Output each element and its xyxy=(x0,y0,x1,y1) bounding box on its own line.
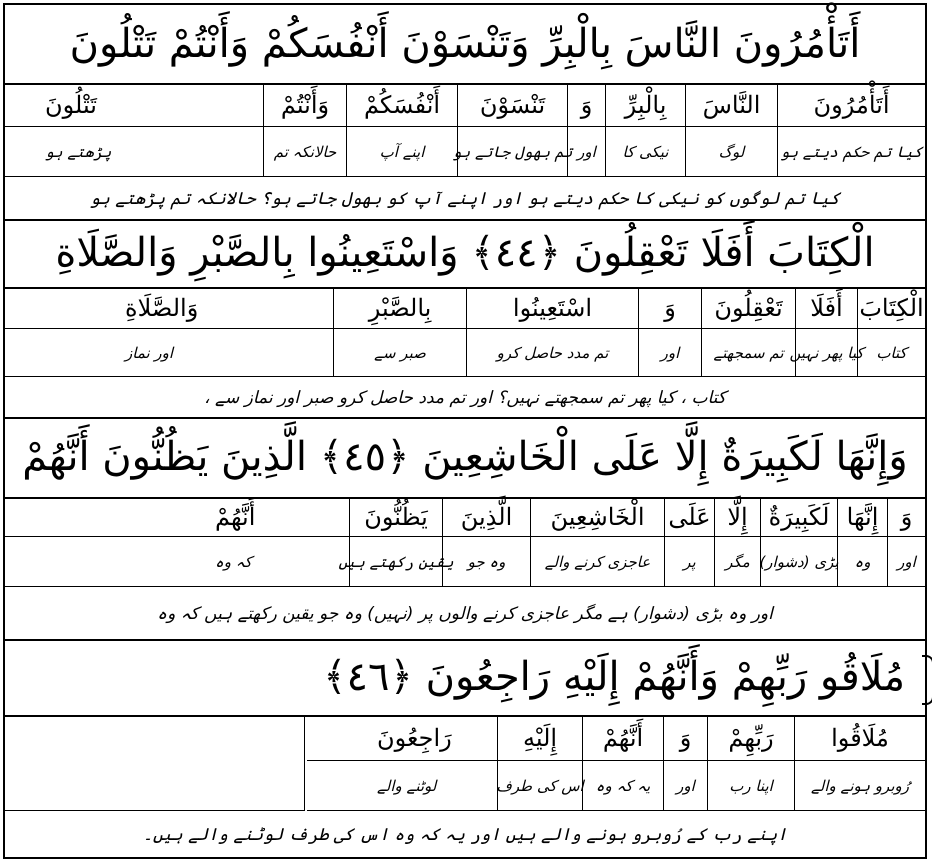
word-arabic: أَتَأْمُرُونَ xyxy=(777,83,925,127)
word-column xyxy=(333,287,466,377)
word-arabic: وَ xyxy=(638,287,701,329)
translation-line-2: کتاب ، کیا پھر تم سمجھتے نہیں؟ اور تم مدد حاصل کرو صبر اور نماز سے ، xyxy=(5,377,925,419)
word-urdu: عاجزی کرنے والے xyxy=(530,537,664,587)
word-column xyxy=(685,83,777,177)
word-arabic: مُلَاقُوا xyxy=(794,715,925,761)
word-arabic: اسْتَعِينُوا xyxy=(466,287,638,329)
word-column xyxy=(760,497,837,587)
word-column xyxy=(605,83,685,177)
word-arabic: إِلَيْهِ xyxy=(497,715,582,761)
word-urdu: کتاب xyxy=(857,329,925,377)
word-arabic: تَنْسَوْنَ xyxy=(457,83,567,127)
word-column xyxy=(837,497,887,587)
word-urdu: وہ جو xyxy=(442,537,530,587)
word-arabic: الْخَاشِعِينَ xyxy=(530,497,664,537)
word-column xyxy=(263,83,346,177)
word-urdu: بڑی (دشوار) xyxy=(760,537,837,587)
word-arabic: وَ xyxy=(663,715,707,761)
page-edge-tab xyxy=(922,655,932,705)
word-column xyxy=(5,287,333,377)
word-urdu: مگر xyxy=(714,537,760,587)
word-urdu: اور xyxy=(663,761,707,811)
word-grid-2 xyxy=(5,287,925,377)
word-urdu: اور xyxy=(887,537,925,587)
word-arabic: تَتْلُونَ xyxy=(5,83,263,127)
word-arabic: تَعْقِلُونَ xyxy=(701,287,795,329)
word-urdu: تم مدد حاصل کرو xyxy=(466,329,638,377)
word-arabic: وَ xyxy=(887,497,925,537)
translation-line-4: اپنے رب کے رُوبرو ہونے والے ہیں اور یہ کہ وہ اس کی طرف لوٹنے والے ہیں۔ xyxy=(142,824,788,845)
word-grid-1 xyxy=(5,83,925,177)
word-urdu: کہ وہ xyxy=(5,537,349,587)
quran-page xyxy=(3,3,927,859)
word-arabic: إِنَّهَا xyxy=(837,497,887,537)
word-urdu: کیا پھر نہیں xyxy=(795,329,857,377)
word-column xyxy=(530,497,664,587)
word-arabic: الْكِتَابَ xyxy=(857,287,925,329)
word-column xyxy=(789,287,864,377)
translation-line-3: اور وہ بڑی (دشوار) ہے مگر عاجزی کرنے والوں پر (نہیں) وہ جو یقین رکھتے ہیں کہ وہ xyxy=(5,587,925,641)
word-urdu: اس کی طرف xyxy=(497,761,582,811)
word-arabic: أَنْفُسَكُمْ xyxy=(346,83,457,127)
word-column xyxy=(5,83,263,177)
word-column xyxy=(442,497,530,587)
word-urdu: پڑھتے ہو xyxy=(5,127,263,177)
word-column xyxy=(452,83,573,177)
word-arabic: يَظُنُّونَ xyxy=(349,497,442,537)
word-arabic: إِلَّا xyxy=(714,497,760,537)
word-urdu: اور xyxy=(567,127,605,177)
word-column xyxy=(714,497,760,587)
word-arabic: عَلَى xyxy=(664,497,714,537)
word-arabic: الَّذِينَ xyxy=(442,497,530,537)
word-urdu: رُوبرو ہونے والے xyxy=(794,761,925,811)
word-urdu: اپنے آپ xyxy=(346,127,457,177)
word-arabic: رَبِّهِمْ xyxy=(707,715,794,761)
word-urdu: اپنا رب xyxy=(707,761,794,811)
word-column xyxy=(307,715,497,811)
ayah-line-3: وَإِنَّهَا لَكَبِيرَةٌ إِلَّا عَلَى الْخَاشِعِينَ ﴿٤٥﴾ الَّذِينَ يَظُنُّونَ أَنَّهُمْ xyxy=(5,417,925,499)
word-arabic: وَالصَّلَاةِ xyxy=(5,287,333,329)
word-column xyxy=(346,83,457,177)
word-arabic: أَنَّهُمْ xyxy=(5,497,349,537)
word-column xyxy=(338,497,454,587)
word-urdu: حالانکہ تم xyxy=(263,127,346,177)
word-urdu: تم بھول جاتے ہو xyxy=(457,127,567,177)
word-arabic: لَكَبِيرَةٌ xyxy=(760,497,837,537)
ayah-line-4: مُلَاقُو رَبِّهِمْ وَأَنَّهُمْ إِلَيْهِ رَاجِعُونَ ﴿٤٦﴾ xyxy=(5,639,925,717)
word-column xyxy=(664,497,714,587)
word-column xyxy=(707,715,794,811)
word-urdu: پر xyxy=(664,537,714,587)
word-column xyxy=(701,287,795,377)
word-arabic: أَفَلَا xyxy=(795,287,857,329)
word-urdu: کیا تم حکم دیتے ہو xyxy=(777,127,925,177)
word-grid-3 xyxy=(5,497,925,587)
word-urdu: صبر سے xyxy=(333,329,466,377)
word-column xyxy=(466,287,638,377)
word-arabic: أَنَّهُمْ xyxy=(582,715,663,761)
word-column xyxy=(5,497,349,587)
word-column xyxy=(567,83,605,177)
word-arabic: بِالصَّبْرِ xyxy=(333,287,466,329)
word-column xyxy=(794,715,925,811)
word-urdu: لوٹنے والے xyxy=(307,761,497,811)
word-column xyxy=(887,497,925,587)
word-column xyxy=(857,287,925,377)
word-urdu: لوگ xyxy=(685,127,777,177)
ayah-line-2: الْكِتَابَ أَفَلَا تَعْقِلُونَ ﴿٤٤﴾ وَاسْتَعِينُوا بِالصَّبْرِ وَالصَّلَاةِ xyxy=(5,219,925,289)
word-arabic: بِالْبِرِّ xyxy=(605,83,685,127)
word-urdu: وہ xyxy=(837,537,887,587)
word-column xyxy=(638,287,701,377)
word-column xyxy=(663,715,707,811)
word-arabic: وَأَنْتُمْ xyxy=(263,83,346,127)
word-column xyxy=(582,715,663,811)
word-urdu: یقین رکھتے ہیں xyxy=(349,537,442,587)
grid-4-blank-area xyxy=(5,715,305,811)
word-urdu: اور xyxy=(638,329,701,377)
word-urdu: اور نماز xyxy=(5,329,333,377)
word-arabic: النَّاسَ xyxy=(685,83,777,127)
word-column xyxy=(497,715,582,811)
translation-line-1: کیا تم لوگوں کو نیکی کا حکم دیتے ہو اور اپنے آپ کو بھول جاتے ہو؟ حالانکہ تم پڑھتے ہو xyxy=(5,177,925,221)
word-urdu: یہ کہ وہ xyxy=(582,761,663,811)
word-urdu: نیکی کا xyxy=(605,127,685,177)
ayah-line-1: أَتَأْمُرُونَ النَّاسَ بِالْبِرِّ وَتَنْسَوْنَ أَنْفُسَكُمْ وَأَنْتُمْ تَتْلُونَ xyxy=(5,5,925,85)
word-column xyxy=(777,83,925,177)
word-arabic: وَ xyxy=(567,83,605,127)
word-grid-4 xyxy=(304,715,925,811)
word-arabic: رَاجِعُونَ xyxy=(307,715,497,761)
word-urdu: تم سمجھتے xyxy=(701,329,795,377)
